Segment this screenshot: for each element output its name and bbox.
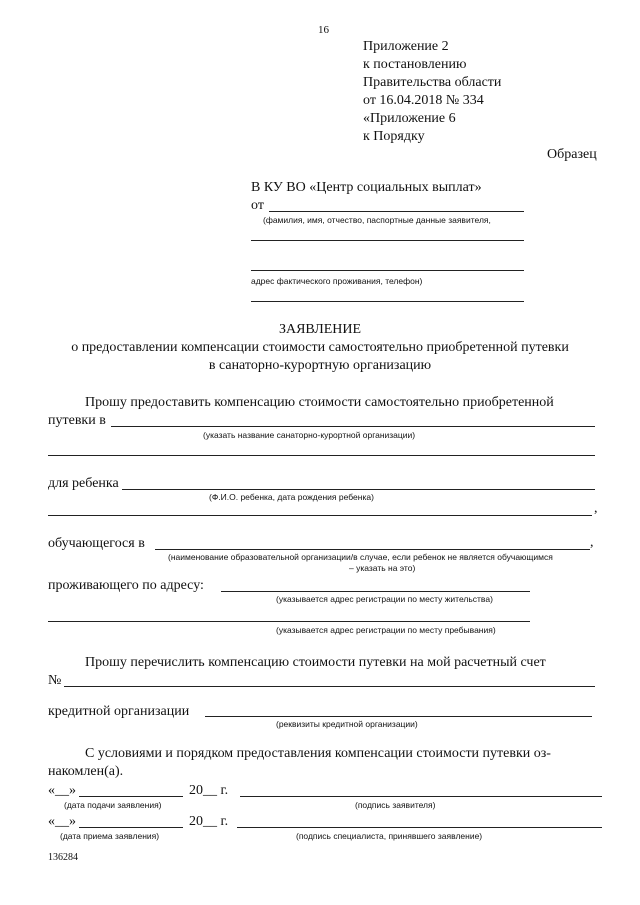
receipt-date-hint: (дата приема заявления) [60,831,160,841]
residence-hint: (указывается адрес регистрации по месту жительства) [276,594,493,604]
signature-field-line[interactable] [237,827,602,828]
specialist-signature-hint: (подпись специалиста, принявшего заявление) [296,831,483,841]
child-field-line[interactable] [48,515,592,516]
signature-field-line[interactable] [240,796,602,797]
document-title: ЗАЯВЛЕНИЕ [278,322,362,337]
page-number: 16 [318,24,329,36]
account-label: № [48,673,62,688]
document-subtitle: в санаторно-курортную организацию [208,358,432,373]
date-quote: «__» [48,783,76,798]
child-hint: (Ф.И.О. ребенка, дата рождения ребенка) [209,492,374,502]
footer-code: 136284 [48,852,78,863]
student-label: обучающегося в [48,536,145,551]
terms-text-cont: накомлен(а). [48,764,124,779]
applicant-signature-hint: (подпись заявителя) [355,800,436,810]
year-text: 20__ г. [189,814,229,829]
date-field-line[interactable] [79,827,183,828]
transfer-text: Прошу перечислить компенсацию стоимости путевки на мой расчетный счет [85,655,546,670]
submit-date-hint: (дата подачи заявления) [64,800,162,810]
account-field-line[interactable] [64,686,595,687]
from-field-line[interactable] [269,211,524,212]
address-hint: адрес фактического проживания, телефон) [251,276,423,286]
credit-field-line[interactable] [205,716,592,717]
date-quote: «__» [48,814,76,829]
date-field-line[interactable] [79,796,183,797]
comma: , [590,535,594,550]
comma: , [594,501,598,516]
school-field-line[interactable] [155,549,590,550]
child-field-line[interactable] [122,489,595,490]
terms-text: С условиями и порядком предоставления компенсации стоимости путевки оз- [85,746,551,761]
year-text: 20__ г. [189,783,229,798]
from-hint: (фамилия, имя, отчество, паспортные данные заявителя, [263,215,491,225]
sample-label: Образец [547,147,597,162]
credit-hint: (реквизиты кредитной организации) [276,719,418,729]
stay-field-line[interactable] [48,621,530,622]
header-line: к постановлению [363,57,467,72]
residence-label: проживающего по адресу: [48,578,204,593]
applicant-field-line[interactable] [251,240,524,241]
school-hint: (наименование образовательной организации/в случае, если ребенок не является обучающимся [168,552,553,562]
organization-hint: (указать название санаторно-курортной организации) [203,430,416,440]
residence-field-line[interactable] [221,591,530,592]
child-label: для ребенка [48,476,119,491]
header-line: к Порядку [363,129,425,144]
header-line: Приложение 2 [363,39,449,54]
from-label: от [251,198,264,213]
header-line: «Приложение 6 [363,111,456,126]
applicant-field-line[interactable] [251,270,524,271]
stay-hint: (указывается адрес регистрации по месту пребывания) [276,625,496,635]
addressee-to: В КУ ВО «Центр социальных выплат» [251,180,482,195]
credit-label: кредитной организации [48,704,190,719]
address-field-line[interactable] [251,301,524,302]
organization-field-line[interactable] [48,455,595,456]
request-text: Прошу предоставить компенсацию стоимости самостоятельно приобретенной [85,395,554,410]
request-text-cont: путевки в [48,413,106,428]
document-subtitle: о предоставлении компенсации стоимости самостоятельно приобретенной путевки [71,340,569,355]
school-hint-cont: – указать на это) [349,563,416,573]
header-line: от 16.04.2018 № 334 [363,93,484,108]
organization-field-line[interactable] [111,426,595,427]
header-line: Правительства области [363,75,502,90]
